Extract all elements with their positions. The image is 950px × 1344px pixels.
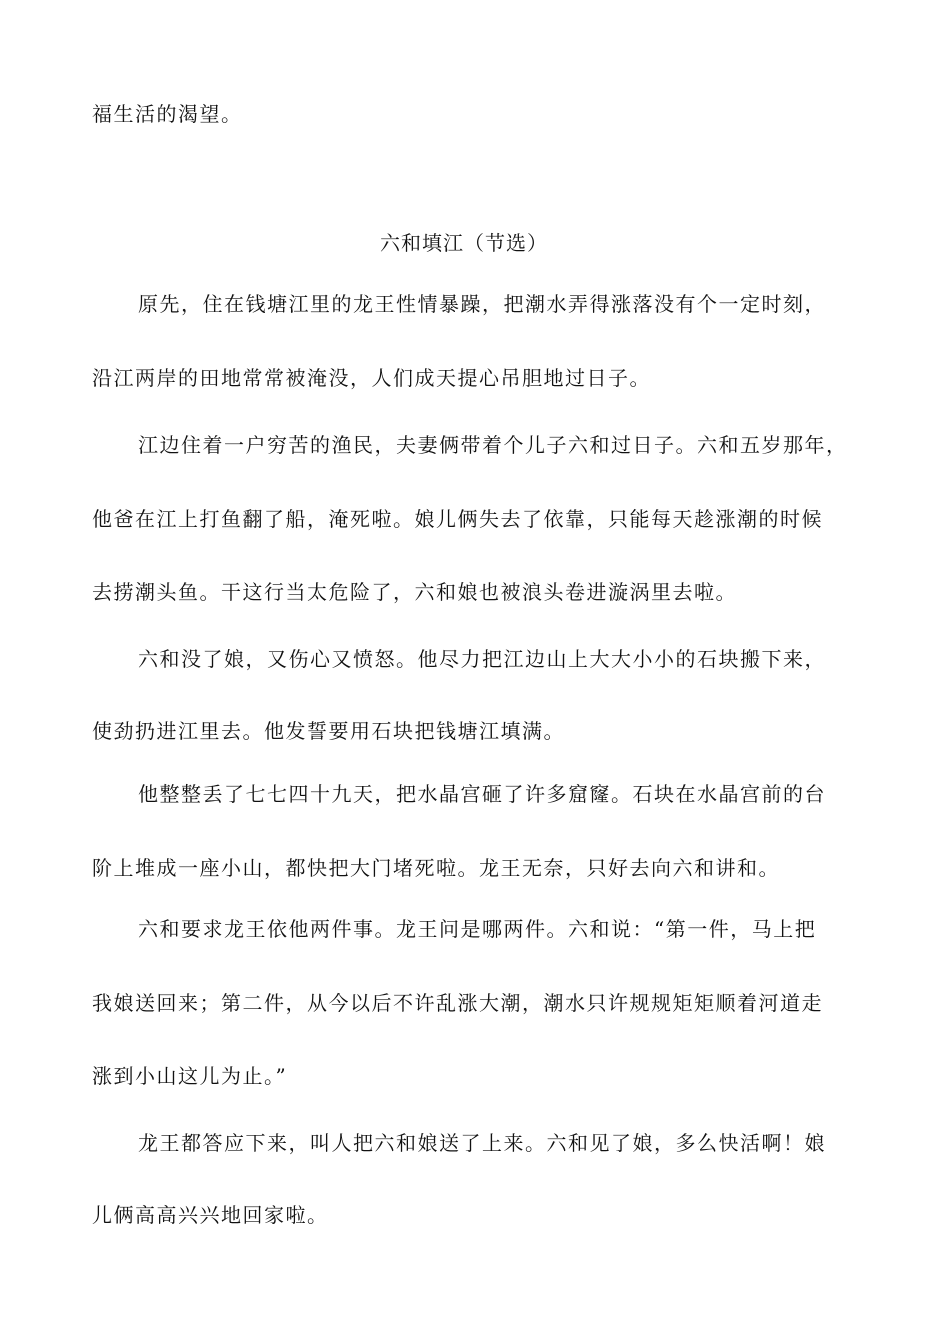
text-line: 沿江两岸的田地常常被淹没，人们成天提心吊胆地过日子。 [92,366,651,390]
text-line: 原先，住在钱塘江里的龙王性情暴躁，把潮水弄得涨落没有个一定时刻， [138,292,826,316]
text-line: 儿俩高高兴兴地回家啦。 [92,1203,329,1227]
text-line: 他爸在江上打鱼翻了船，淹死啦。娘儿俩失去了依靠，只能每天趁涨潮的时候 [92,507,823,531]
text-line: 六和没了娘，又伤心又愤怒。他尽力把江边山上大大小小的石块搬下来， [138,647,826,671]
text-line: 去捞潮头鱼。干这行当太危险了，六和娘也被浪头卷进漩涡里去啦。 [92,580,737,604]
text-line: 涨到小山这儿为止。” [92,1064,288,1088]
text-line: 使劲扔进江里去。他发誓要用石块把钱塘江填满。 [92,719,565,743]
page-title: 六和填江（节选） [380,231,548,255]
text-line: 我娘送回来；第二件，从今以后不许乱涨大潮，潮水只许规规矩矩顺着河道走 [92,991,823,1015]
text-line: 江边住着一户穷苦的渔民，夫妻俩带着个儿子六和过日子。六和五岁那年， [138,433,848,457]
fragment-line: 福生活的渴望。 [92,102,243,126]
text-line: 六和要求龙王依他两件事。龙王问是哪两件。六和说：“第一件，马上把 [138,917,817,941]
text-line: 阶上堆成一座小山，都快把大门堵死啦。龙王无奈，只好去向六和讲和。 [92,856,780,880]
text-line: 他整整丢了七七四十九天，把水晶宫砸了许多窟窿。石块在水晶宫前的台 [138,782,826,806]
text-line: 龙王都答应下来，叫人把六和娘送了上来。六和见了娘，多么快活啊！娘 [138,1131,826,1155]
